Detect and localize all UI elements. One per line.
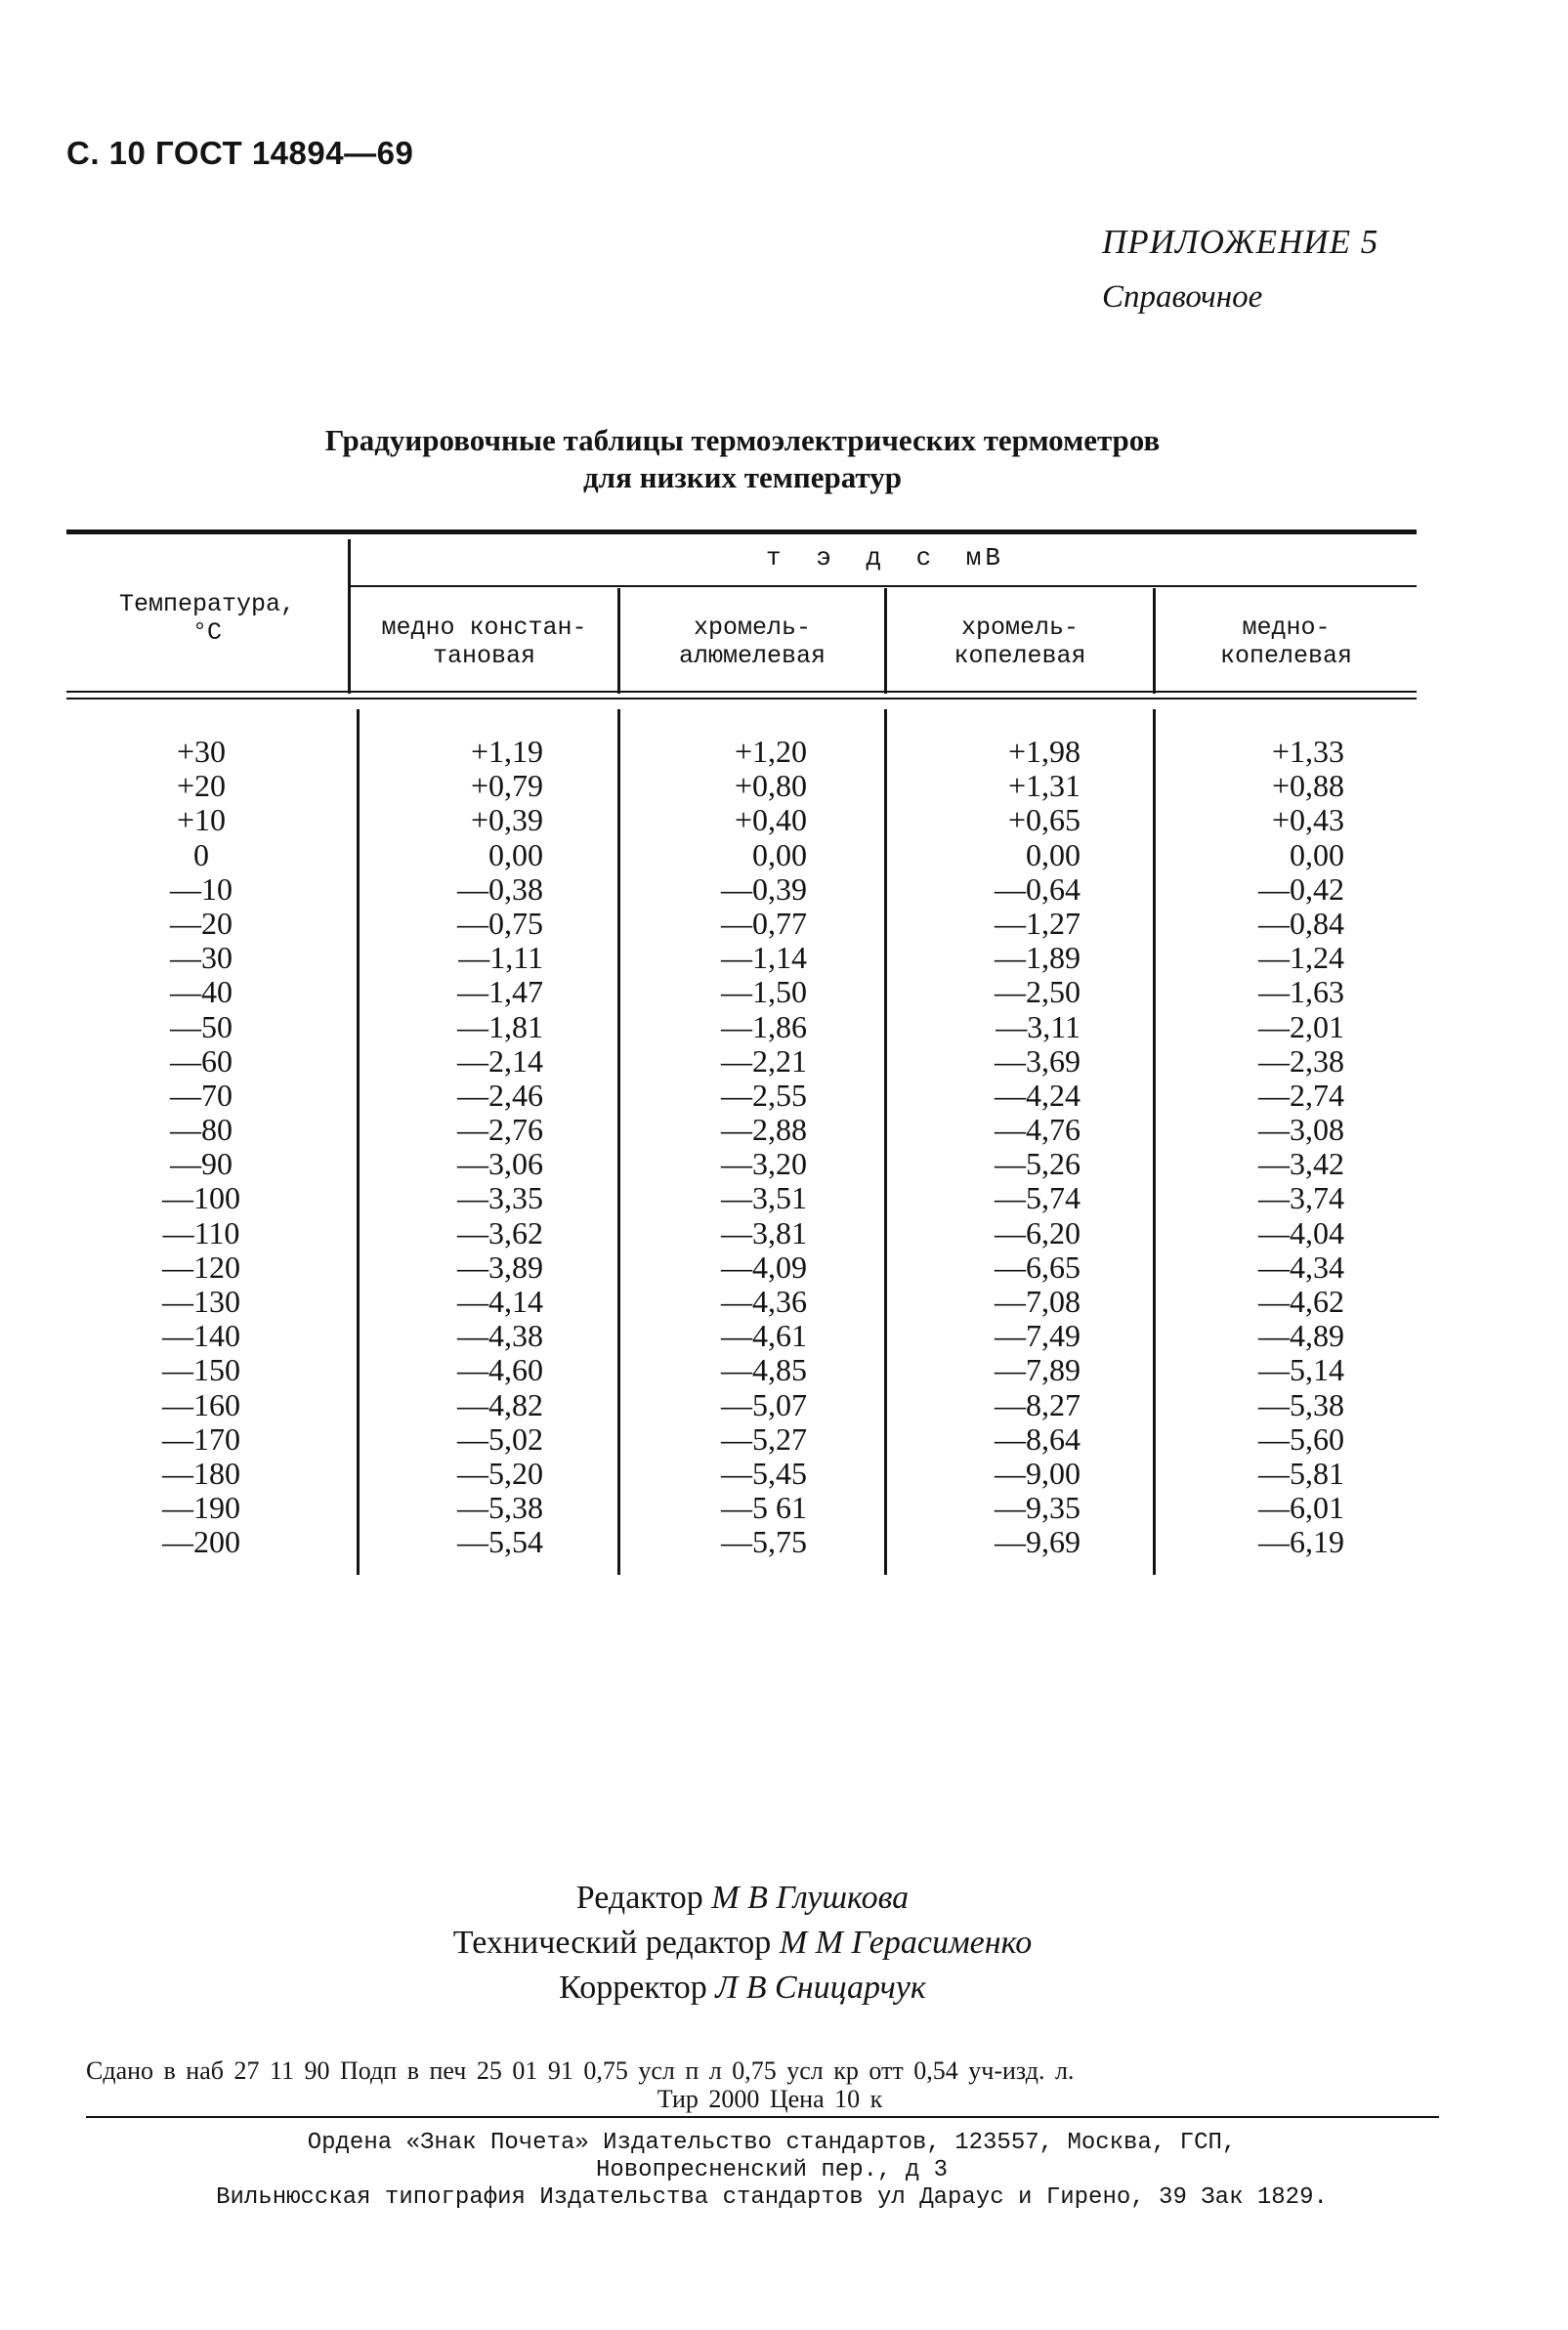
emf-cell: —3,06 [457,1146,543,1182]
temperature-cell: —190 [162,1490,240,1526]
emf-cell: —4,04 [1258,1214,1344,1250]
col-header-1 [351,614,617,670]
appendix-title: ПРИЛОЖЕНИЕ 5 [1102,223,1379,261]
group-header-rule [350,585,1417,587]
table-row [0,769,1568,803]
temperature-cell: —60 [170,1042,233,1079]
imprint-rule [86,2116,1439,2118]
emf-cell: —9,69 [995,1524,1081,1560]
emf-cell: —4,36 [721,1284,807,1319]
imprint-line1: Сдано в наб 27 11 90 Подп в печ 25 01 91 0,75 усл п л 0,75 усл кр отт 0,54 уч-изд. л. [86,2056,1075,2085]
temperature-cell: —10 [170,870,233,907]
temperature-cell: —80 [170,1112,233,1148]
temperature-cell: —110 [162,1214,240,1250]
emf-cell: —6,01 [1258,1490,1344,1526]
emf-cell: —3,74 [1258,1180,1344,1216]
temperature-cell: —120 [162,1249,240,1285]
table-row [0,1010,1568,1044]
publisher-line1: Ордена «Знак Почета» Издательство стандартов, 123557, Москва, ГСП, [307,2130,1237,2156]
emf-cell: —1,27 [995,905,1081,941]
emf-cell: —2,21 [721,1042,807,1079]
emf-cell: —4,34 [1258,1249,1344,1285]
emf-cell: —2,01 [1258,1008,1344,1044]
emf-cell: +0,79 [470,768,543,804]
temperature-cell: —90 [170,1146,233,1182]
temperature-cell: —170 [162,1420,240,1457]
table-top-rule [66,530,1417,534]
emf-cell: +0,40 [734,802,807,838]
corrector-label: Корректор [559,1970,707,2006]
emf-cell: —5,54 [457,1524,543,1560]
emf-cell: —0,75 [457,905,543,941]
emf-cell: —2,88 [721,1112,807,1148]
publisher-line2: Новопресненский пер., д 3 [595,2157,949,2183]
emf-cell: —1,14 [721,940,807,976]
emf-cell: —4,89 [1258,1318,1344,1354]
emf-cell: —7,89 [995,1352,1081,1388]
table-row [0,1113,1568,1147]
emf-cell: —5,20 [457,1455,543,1491]
emf-cell: —1,86 [721,1008,807,1044]
editor-name: М В Глушкова [711,1880,910,1916]
emf-cell: —4,14 [457,1284,543,1319]
tech-editor-label: Технический редактор [452,1925,772,1961]
emf-cell: —4,76 [995,1112,1081,1148]
emf-cell: —5,14 [1258,1352,1344,1388]
emf-cell: —7,08 [995,1284,1081,1319]
col-header-2-line1: хромель- [693,614,812,642]
temperature-cell: —30 [170,940,233,976]
emf-cell: —4,61 [721,1318,807,1354]
temperature-cell: +30 [176,734,227,769]
emf-cell: —1,47 [457,974,543,1010]
temp-header-line2: °С [191,618,222,647]
emf-cell: 0,00 [752,836,807,872]
emf-cell: —3,69 [995,1042,1081,1079]
emf-cell: —0,39 [721,870,807,907]
emf-cell: —2,14 [457,1042,543,1079]
emf-cell: +1,98 [1007,734,1081,769]
temperature-cell: —160 [162,1386,240,1422]
table-row [0,1044,1568,1079]
emf-cell: —4,60 [457,1352,543,1388]
table-row [0,1250,1568,1285]
corrector-name: Л В Сницарчук [715,1970,926,2006]
emf-cell: —1,81 [457,1008,543,1044]
table-row [0,907,1568,941]
temperature-cell: —140 [162,1318,240,1354]
emf-cell: —5 61 [721,1490,807,1526]
table-row [0,1388,1568,1422]
emf-cell: —2,74 [1258,1077,1344,1113]
emf-cell: —6,65 [995,1249,1081,1285]
emf-cell: —2,50 [995,974,1081,1010]
table-title-line2: для низких температур [583,460,902,494]
emf-cell: 0,00 [1026,836,1081,872]
emf-cell: —1,11 [458,940,543,976]
col-header-4-line1: медно- [1242,614,1331,642]
col-header-2-line2: алюмелевая [678,642,826,670]
col-header-4-line2: копелевая [1219,642,1353,670]
emf-cell: —1,50 [721,974,807,1010]
emf-cell: —3,42 [1258,1146,1344,1182]
credit-editor [0,1876,1485,1921]
table-row [0,838,1568,872]
col-header-2 [620,614,884,670]
imprint [86,2056,1454,2113]
temperature-cell: +10 [176,802,227,838]
imprint-line2: Тир 2000 Цена 10 к [657,2085,883,2113]
header-bottom-rule-2 [66,698,1417,699]
table-row [0,735,1568,769]
emf-cell: —7,49 [995,1318,1081,1354]
table-row [0,1525,1568,1559]
publisher [98,2130,1446,2212]
temperature-cell: 0 [193,836,209,872]
emf-cell: —4,24 [995,1077,1081,1113]
emf-cell: —5,02 [457,1420,543,1457]
emf-cell: —9,35 [995,1490,1081,1526]
table-row [0,803,1568,837]
emf-cell: —5,27 [721,1420,807,1457]
group-header: т э д с мВ [765,543,1005,572]
publisher-line3: Вильнюсская типография Издательства стандартов ул Дараус и Гирено, 39 Зак 1829. [216,2184,1328,2211]
table-title-line1: Градуировочные таблицы термоэлектрических термометров [324,423,1161,457]
emf-cell: —0,64 [995,870,1081,907]
emf-cell: +0,88 [1271,768,1344,804]
emf-cell: —4,09 [721,1249,807,1285]
emf-cell: —5,26 [995,1146,1081,1182]
table-row [0,1147,1568,1181]
emf-cell: +1,31 [1007,768,1081,804]
temp-header-line1: Температура, [118,590,296,618]
emf-cell: —8,64 [995,1420,1081,1457]
emf-cell: —3,08 [1258,1112,1344,1148]
emf-cell: —4,38 [457,1318,543,1354]
emf-cell: 0,00 [1290,836,1344,872]
page-header: С. 10 ГОСТ 14894—69 [66,135,414,171]
emf-cell: —3,62 [457,1214,543,1250]
emf-cell: +0,65 [1007,802,1081,838]
temperature-cell: —130 [162,1284,240,1319]
emf-cell: —5,81 [1258,1455,1344,1491]
emf-cell: —9,00 [995,1455,1081,1491]
table-row [0,1457,1568,1491]
emf-cell: —5,74 [995,1180,1081,1216]
credit-corrector [0,1966,1485,2011]
temperature-cell: —70 [170,1077,233,1113]
editor-label: Редактор [575,1880,703,1916]
temperature-cell: —100 [162,1180,240,1216]
table-body [0,735,1568,1560]
emf-cell: —5,38 [457,1490,543,1526]
emf-cell: —0,77 [721,905,807,941]
temp-header [66,590,348,647]
emf-cell: —2,76 [457,1112,543,1148]
table-row [0,1216,1568,1250]
table-row [0,1285,1568,1319]
emf-cell: —1,24 [1258,940,1344,976]
emf-cell: —3,89 [457,1249,543,1285]
emf-cell: —0,38 [457,870,543,907]
table-row [0,872,1568,907]
emf-cell: —6,19 [1258,1524,1344,1560]
table-row [0,975,1568,1009]
appendix-subtitle: Справочное [1102,279,1263,315]
emf-cell: —5,07 [721,1386,807,1422]
credits [0,1876,1485,2011]
emf-cell: —1,89 [995,940,1081,976]
emf-cell: +1,19 [470,734,543,769]
temperature-cell: +20 [176,768,227,804]
emf-cell: +1,20 [734,734,807,769]
table-row [0,1353,1568,1387]
emf-cell: —3,11 [996,1008,1081,1044]
emf-cell: —8,27 [995,1386,1081,1422]
emf-cell: —1,63 [1258,974,1344,1010]
emf-cell: —4,85 [721,1352,807,1388]
temperature-cell: —20 [170,905,233,941]
emf-cell: —6,20 [995,1214,1081,1250]
col-header-3-line1: хромель- [960,614,1080,642]
emf-cell: —5,38 [1258,1386,1344,1422]
table-row [0,1181,1568,1215]
emf-cell: —5,45 [721,1455,807,1491]
col-header-1-line2: тановая [432,642,536,670]
emf-cell: +0,80 [734,768,807,804]
temperature-cell: —180 [162,1455,240,1491]
col-header-3-line2: копелевая [954,642,1086,670]
table-row [0,1491,1568,1525]
table-title [0,422,1485,496]
emf-cell: —2,55 [721,1077,807,1113]
col-header-1-line1: медно констан- [381,614,587,642]
temperature-cell: —200 [162,1524,240,1560]
col-header-4 [1156,614,1417,670]
emf-cell: —4,82 [457,1386,543,1422]
emf-cell: —5,60 [1258,1420,1344,1457]
emf-cell: +1,33 [1271,734,1344,769]
table-row [0,1079,1568,1113]
emf-cell: 0,00 [488,836,543,872]
emf-cell: —3,51 [721,1180,807,1216]
emf-cell: —0,42 [1258,870,1344,907]
emf-cell: —4,62 [1258,1284,1344,1319]
emf-cell: —3,35 [457,1180,543,1216]
table-row [0,941,1568,975]
tech-editor-name: М М Герасименко [779,1925,1033,1961]
header-bottom-rule-1 [66,691,1417,693]
emf-cell: —2,38 [1258,1042,1344,1079]
emf-cell: —3,20 [721,1146,807,1182]
table-row [0,1319,1568,1353]
emf-cell: —3,81 [721,1214,807,1250]
emf-cell: +0,39 [470,802,543,838]
temperature-cell: —150 [162,1352,240,1388]
temperature-cell: —50 [170,1008,233,1044]
emf-cell: +0,43 [1271,802,1344,838]
col-header-3 [887,614,1153,670]
emf-cell: —5,75 [721,1524,807,1560]
table-row [0,1422,1568,1457]
emf-cell: —0,84 [1258,905,1344,941]
emf-cell: —2,46 [457,1077,543,1113]
credit-tech-editor [0,1921,1485,1966]
temperature-cell: —40 [170,974,233,1010]
